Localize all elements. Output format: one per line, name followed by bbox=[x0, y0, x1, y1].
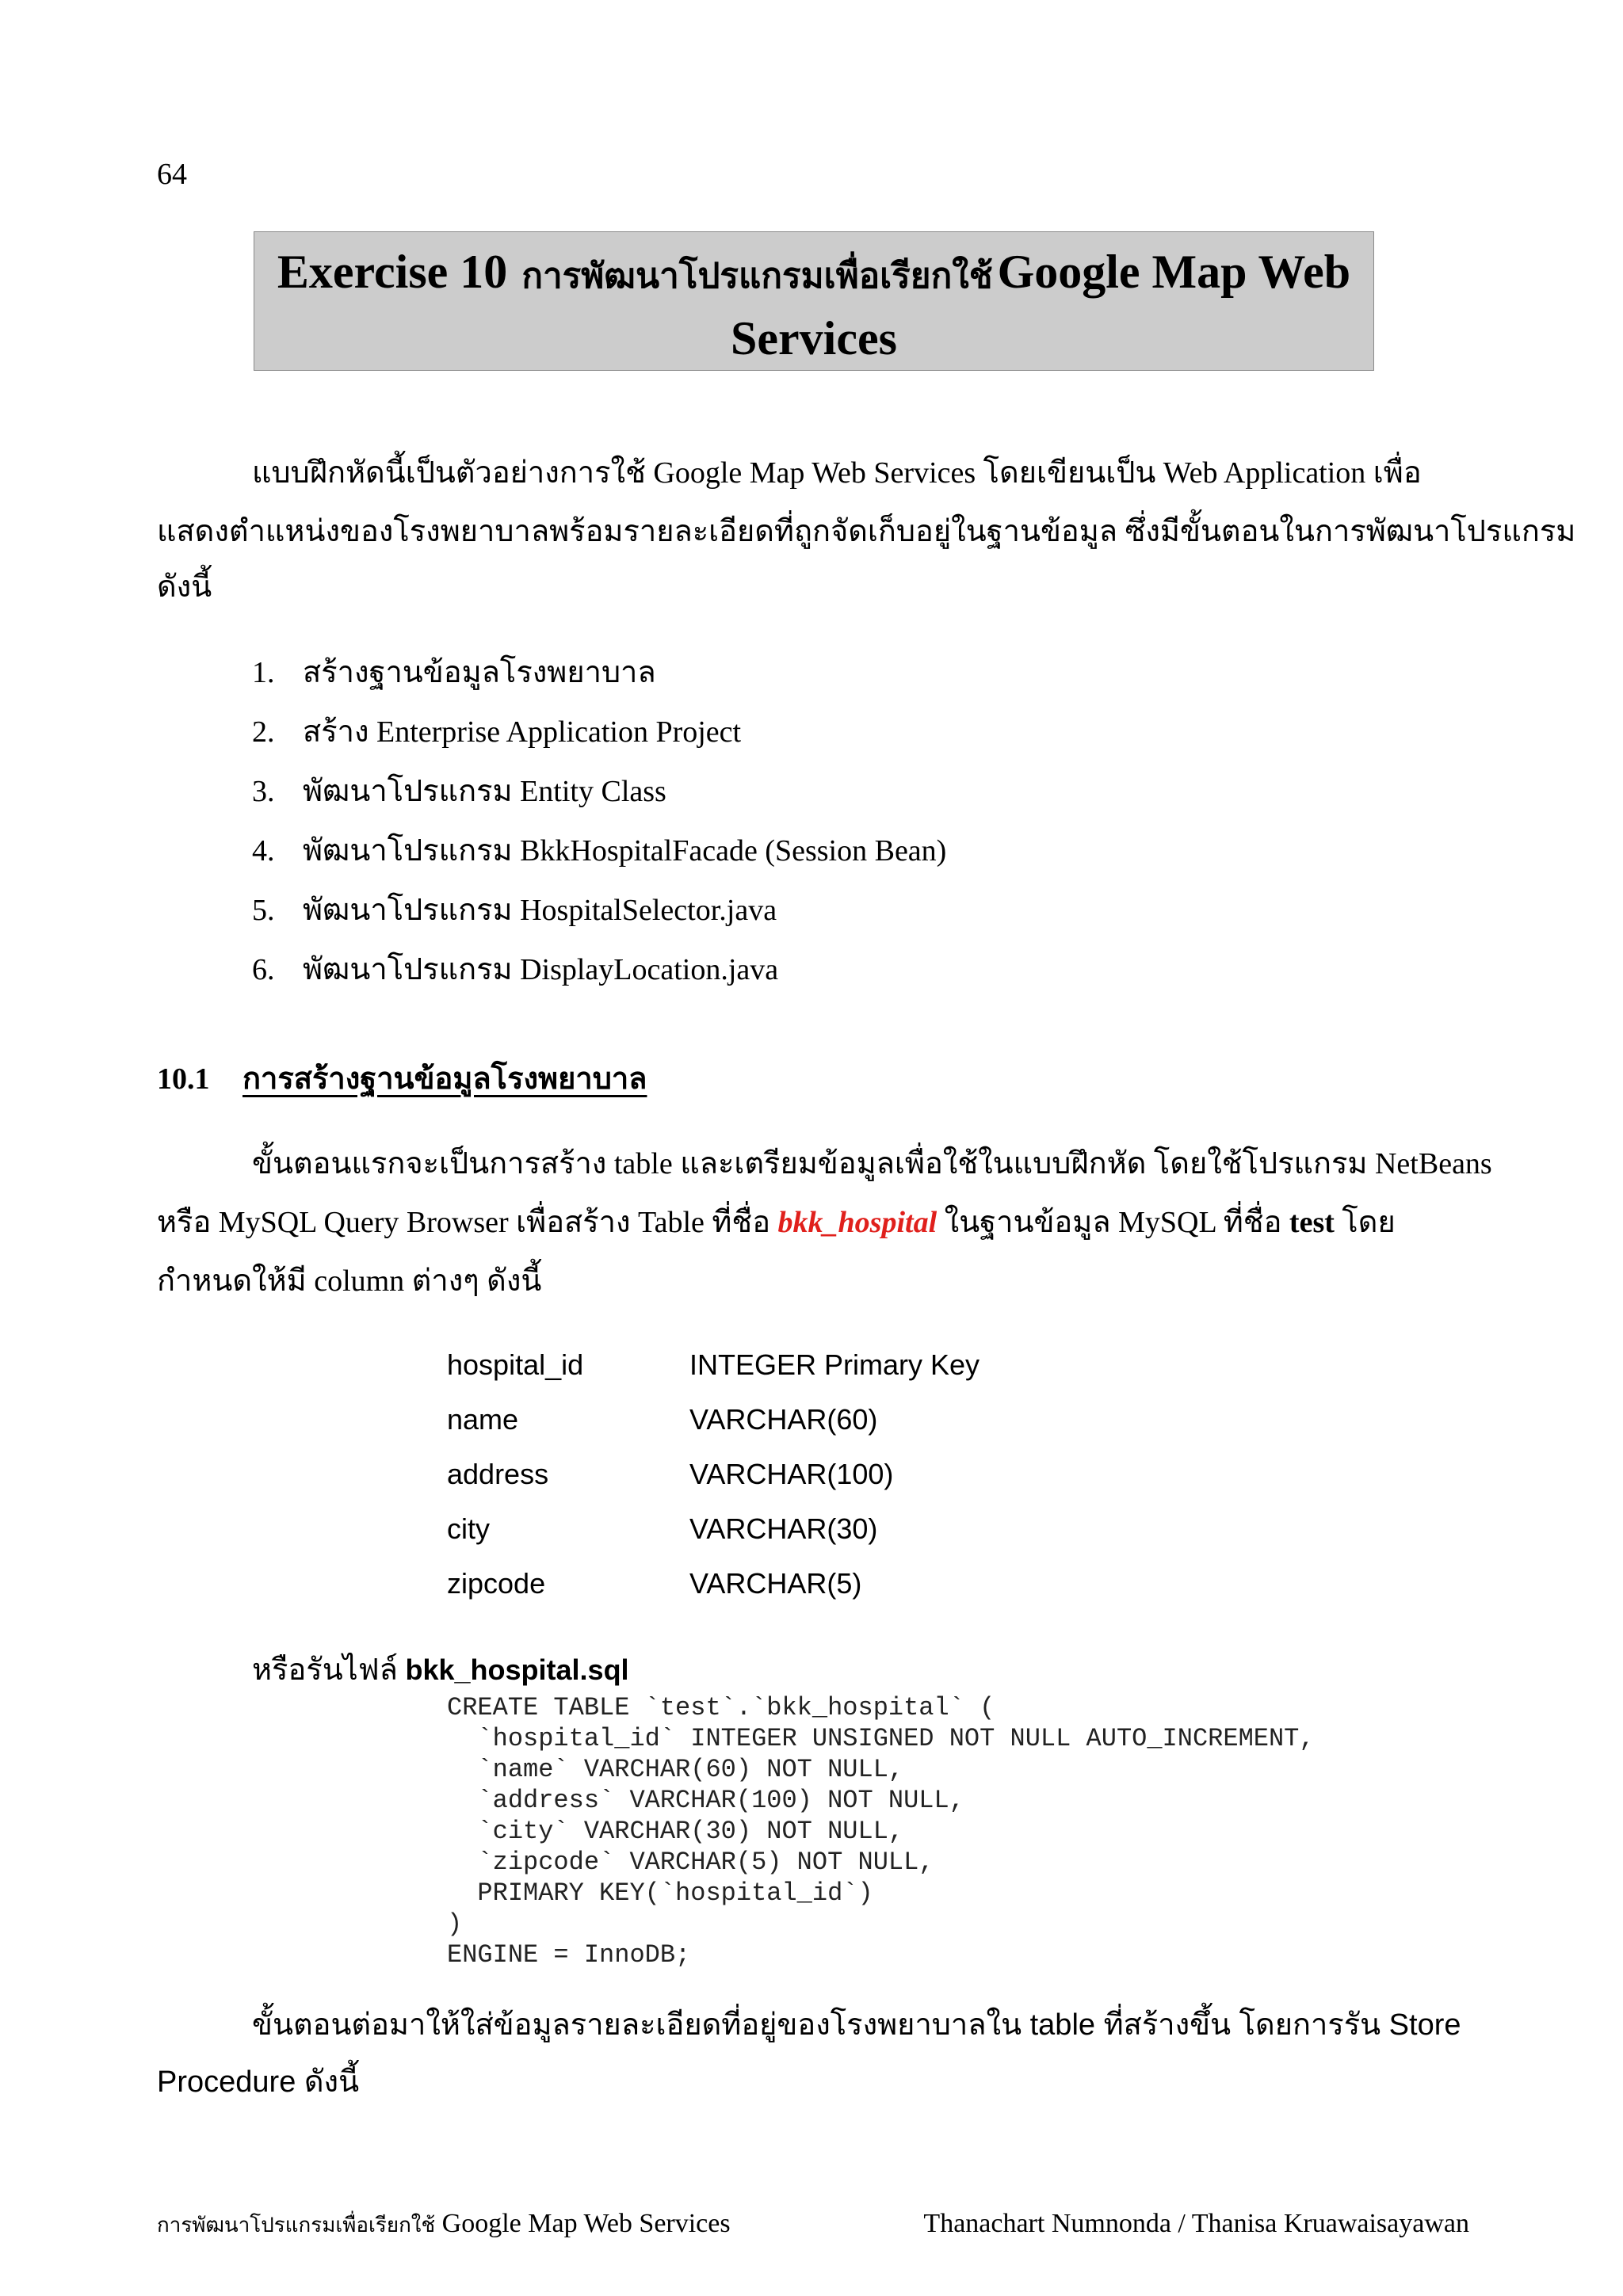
table-name-highlight: bkk_hospital bbox=[777, 1206, 938, 1239]
title-thai: การพัฒนาโปรแกรมเพื่อเรียกใช้ bbox=[521, 257, 993, 296]
sql-code-block: CREATE TABLE `test`.`bkk_hospital` ( `hospital_id` INTEGER UNSIGNED NOT NULL AUTO_INCREMENT, `name` VARCHAR(60) NOT NULL, `address` VARCHAR(100) NOT NULL, `city` VARCHAR(30) NOT NULL, `zipcode` VARCHAR(5) NOT NULL, PRIMARY KEY(`hospital_id`) ) ENGINE = InnoDB; bbox=[447, 1693, 1315, 1970]
title-line-1 bbox=[254, 243, 1373, 305]
footer-left: การพัฒนาโปรแกรมเพื่อเรียกใช้ Google Map Web Services bbox=[157, 2209, 731, 2238]
table-row: city VARCHAR(30) bbox=[447, 1512, 878, 1545]
section-number: 10.1 bbox=[157, 1062, 210, 1096]
sql-filename: bkk_hospital.sql bbox=[405, 1653, 629, 1686]
section-paragraph-line-2: หรือ MySQL Query Browser เพื่อสร้าง Table ที่ชื่อ bkk_hospital ในฐานข้อมูล MySQL ที่ชื่อ test โดย bbox=[157, 1206, 1396, 1239]
section-paragraph-line-3: กำหนดให้มี column ต่างๆ ดังนี้ bbox=[157, 1264, 542, 1298]
table-row: address VARCHAR(100) bbox=[447, 1458, 894, 1490]
list-item: 2. สร้าง Enterprise Application Project bbox=[252, 715, 742, 749]
list-item: 1. สร้างฐานข้อมูลโรงพยาบาล bbox=[252, 656, 656, 689]
list-item: 6. พัฒนาโปรแกรม DisplayLocation.java bbox=[252, 953, 779, 986]
section-heading bbox=[157, 1054, 647, 1102]
title-line-2: Services bbox=[731, 312, 897, 364]
steps-list bbox=[252, 643, 946, 1000]
title-exercise: Exercise 10 bbox=[277, 246, 508, 298]
list-item: 5. พัฒนาโปรแกรม HospitalSelector.java bbox=[252, 894, 777, 927]
table-row: zipcode VARCHAR(5) bbox=[447, 1567, 862, 1600]
section-paragraph-line-1: ขั้นตอนแรกจะเป็นการสร้าง table และเตรียมข้อมูลเพื่อใช้ในแบบฝึกหัด โดยใช้โปรแกรม NetBeans bbox=[252, 1147, 1492, 1180]
list-item: 3. พัฒนาโปรแกรม Entity Class bbox=[252, 775, 666, 808]
page-number: 64 bbox=[157, 158, 187, 191]
next-step-line-1: ขั้นตอนต่อมาให้ใส่ข้อมูลรายละเอียดที่อยู่ของโรงพยาบาลใน table ที่สร้างขึ้น โดยการรัน Store bbox=[252, 2008, 1461, 2042]
intro-paragraph-line-1: แบบฝึกหัดนี้เป็นตัวอย่างการใช้ Google Map Web Services โดยเขียนเป็น Web Application เพื่อ bbox=[252, 456, 1422, 490]
title-english: Google Map Web bbox=[997, 246, 1351, 298]
table-row: name VARCHAR(60) bbox=[447, 1403, 878, 1436]
exercise-title-box bbox=[254, 231, 1374, 371]
column-definition-table bbox=[447, 1342, 980, 1615]
table-row: hospital_id INTEGER Primary Key bbox=[447, 1348, 980, 1381]
run-file-line: หรือรันไฟล์ bkk_hospital.sql bbox=[252, 1653, 629, 1687]
section-title: การสร้างฐานข้อมูลโรงพยาบาล bbox=[242, 1062, 647, 1096]
intro-paragraph-line-2: แสดงตำแหน่งของโรงพยาบาลพร้อมรายละเอียดที่ถูกจัดเก็บอยู่ในฐานข้อมูล ซึ่งมีขั้นตอนในการพัฒนาโปรแกรม bbox=[157, 515, 1576, 548]
next-step-line-2: Procedure ดังนี้ bbox=[157, 2065, 360, 2099]
list-item: 4. พัฒนาโปรแกรม BkkHospitalFacade (Session Bean) bbox=[252, 834, 947, 868]
footer-right: Thanachart Numnonda / Thanisa Kruawaisayawan bbox=[923, 2209, 1469, 2238]
database-name: test bbox=[1289, 1206, 1335, 1239]
intro-paragraph-line-3: ดังนี้ bbox=[157, 570, 212, 604]
